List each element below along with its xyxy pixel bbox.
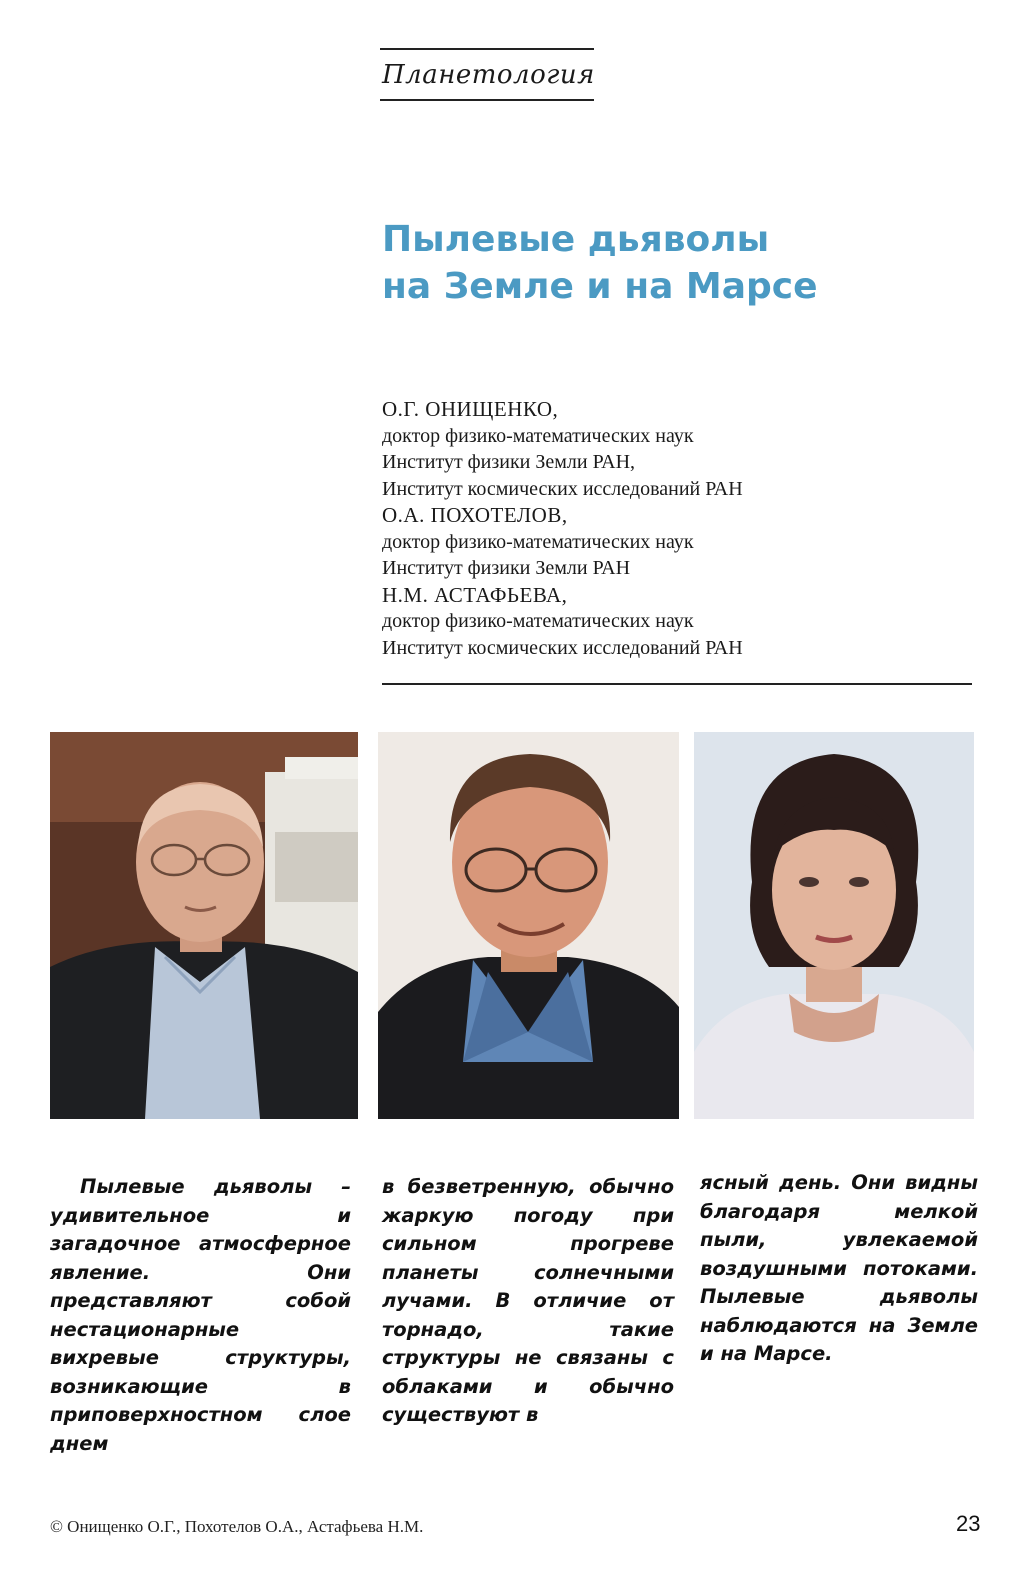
section-rubric (380, 48, 594, 101)
article-title (382, 216, 1002, 310)
portrait-illustration (50, 732, 358, 1119)
abstract-column-2: в безветренную, обычно жаркую погоду при сильном прогреве планеты солнечными лучами. В отличие от торнадо, такие структуры не связаны с облаками и обычно существуют в (382, 1175, 674, 1426)
author-degree: доктор физико-математических наук (382, 530, 694, 553)
author-degree: доктор физико-математических наук (382, 610, 694, 632)
author-affiliation: Институт физики Земли РАН (382, 557, 631, 579)
rubric-bottom-rule (380, 99, 594, 101)
author-name: О.Г. ОНИЩЕНКО, (382, 397, 559, 421)
authors-block (382, 396, 972, 661)
rubric-label: Планетология (382, 60, 595, 90)
title-line-1: Пылевые дьяволы (382, 219, 770, 260)
author-photo-2 (378, 732, 679, 1119)
authors-rule (382, 683, 972, 685)
copyright-line: © Онищенко О.Г., Похотелов О.А., Астафьева Н.М. (50, 1517, 424, 1536)
author-degree: доктор физико-математических наук (382, 424, 694, 447)
author-affiliation: Институт физики Земли РАН, (382, 451, 636, 473)
portrait-illustration (378, 732, 679, 1119)
author-name: О.А. ПОХОТЕЛОВ, (382, 503, 568, 527)
abstract-column-1: Пылевые дьяволы – удивительное и загадочное атмосферное явление. Они представляют собой нестационарные вихревые структуры, возникающие в приповерхностном слое днем (50, 1175, 351, 1455)
author-photo-1 (50, 732, 358, 1119)
author-affiliation: Институт космических исследований РАН (382, 636, 743, 659)
page-number: 23 (956, 1511, 981, 1536)
author-affiliation: Институт космических исследований РАН (382, 477, 743, 500)
title-line-2: на Земле и на Марсе (382, 266, 818, 307)
author-photo-3 (694, 732, 974, 1119)
portrait-illustration (694, 732, 974, 1119)
abstract-column-3: ясный день. Они видны благодаря мелкой пыли, увлекаемой воздушными потоками. Пылевые дьяволы наблюдаются на Земле и на Марсе. (700, 1171, 978, 1365)
author-name: Н.М. АСТАФЬЕВА, (382, 582, 568, 607)
